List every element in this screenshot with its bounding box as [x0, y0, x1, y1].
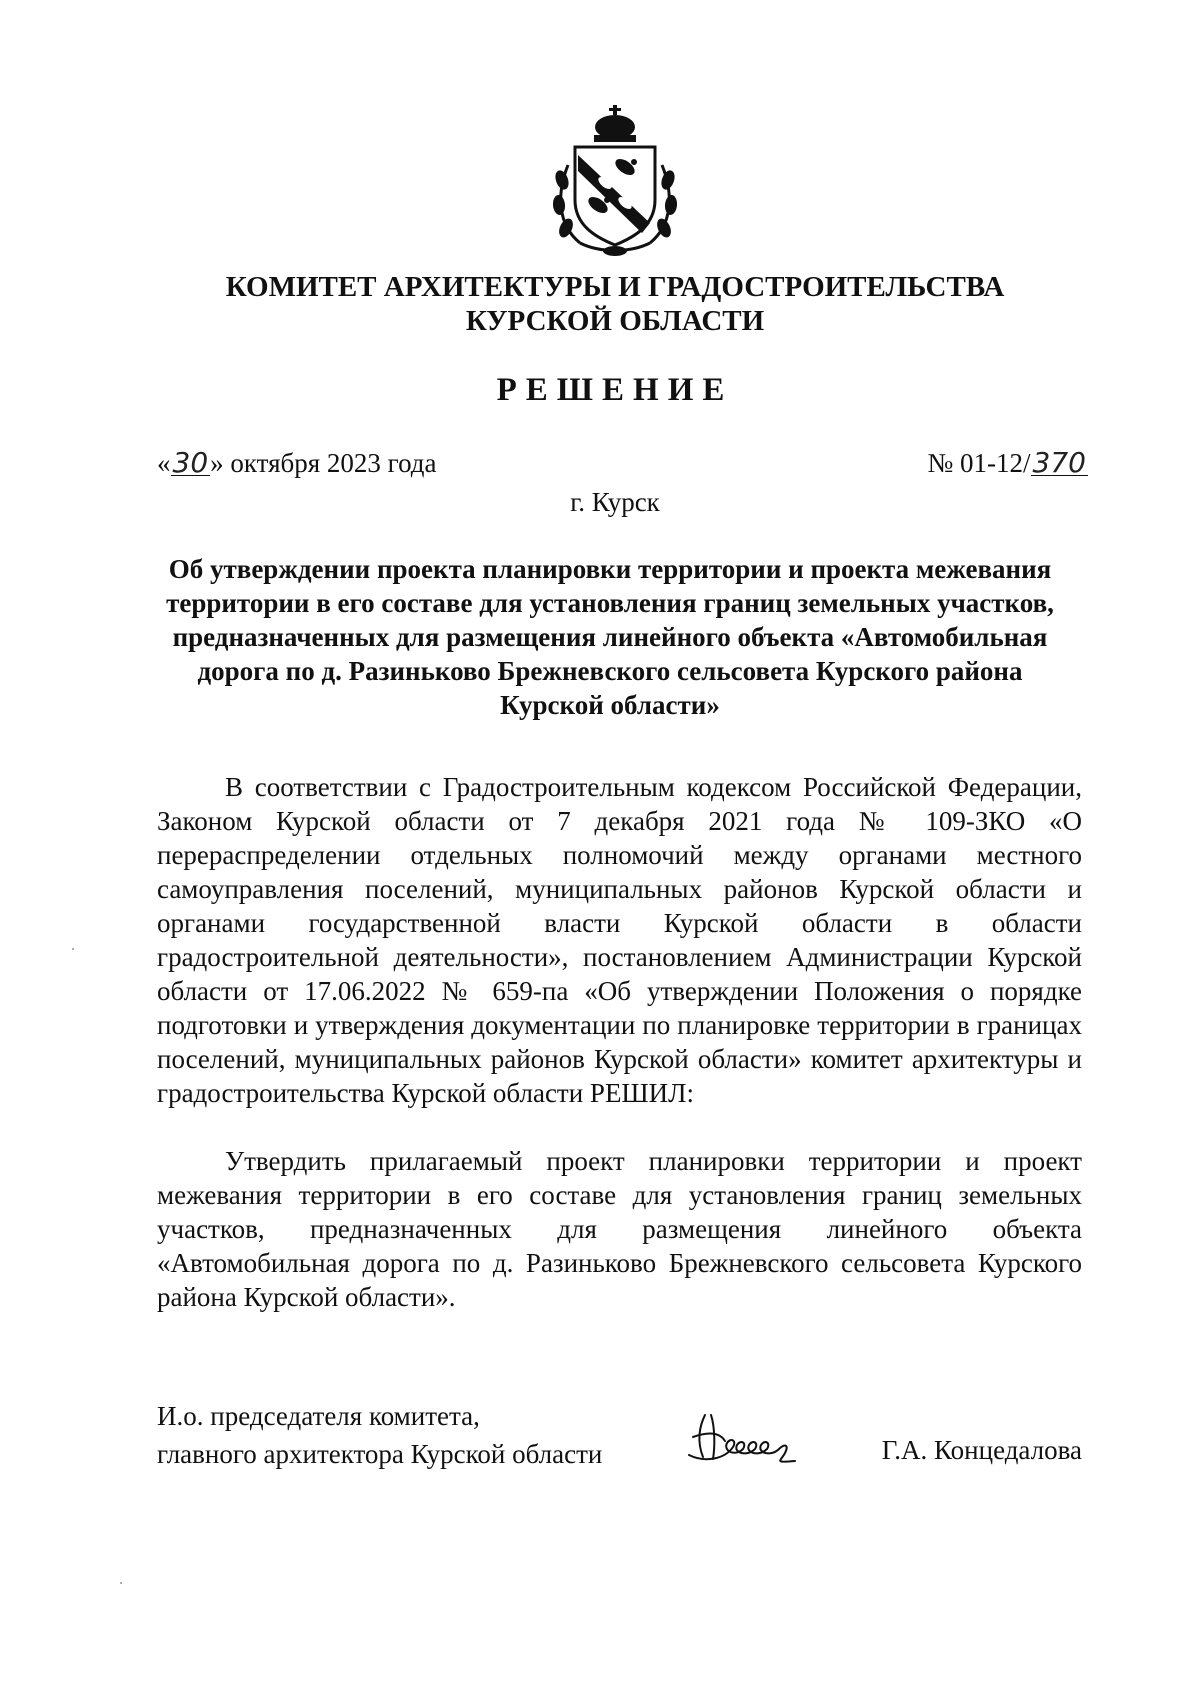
organization-name-line1: КОМИТЕТ АРХИТЕКТУРЫ И ГРАДОСТРОИТЕЛЬСТВА [225, 271, 1005, 303]
date-open-quote: « [157, 448, 171, 478]
date-day-handwritten: 30 [172, 446, 209, 479]
document-number [928, 448, 1088, 479]
document-date [157, 448, 437, 479]
document-title: Об утверждении проекта планировки территории и проекта межевания территории в его составе для установления границ земельных участков, предназначенных для размещения линейного объекта «Автомобильная дорога по д. Разиньково Брежневского сельсовета Курского района Курской области» [166, 554, 1054, 720]
signatory-position-line2: главного архитектора Курской области [157, 1439, 603, 1469]
organization-name-line2: КУРСКОЙ ОБЛАСТИ [465, 305, 765, 337]
document-number-prefix: № 01-12/ [927, 448, 1031, 478]
body-paragraph-2: Утвердить прилагаемый проект планировки территории и проект межевания территории в его составе для установления границ земельных участков, предназначенных для размещения линейного объекта «Автомобильная дорога по д. Разиньково Брежневского сельсовета Курского района Курской области». [157, 1146, 1082, 1312]
signatory-position [157, 1397, 602, 1473]
scan-speck [72, 948, 74, 950]
handwritten-signature-icon [685, 1407, 820, 1467]
date-month-year: » октября 2023 года [210, 448, 437, 478]
document-city: г. Курск [570, 487, 660, 517]
scan-speck [120, 1582, 122, 1584]
signatory-position-line1: И.о. председателя комитета, [157, 1401, 480, 1431]
document-type-heading: РЕШЕНИЕ [496, 372, 734, 408]
signatory-name: Г.А. Концедалова [881, 1435, 1082, 1465]
document-number-handwritten: 370 [1032, 446, 1086, 479]
coat-of-arms-icon [550, 105, 680, 257]
body-paragraph-1: В соответствии с Градостроительным кодексом Российской Федерации, Законом Курской области от 7 декабря 2021 года № 109-ЗКО «О перераспределении отдельных полномочий между органами местного самоуправления поселений, муниципальных районов Курской области и органами государственной власти Курской области в области градостроительной деятельности», постановлением Администрации Курской области от 17.06.2022 № 659-па «Об утверждении Положения о порядке подготовки и утверждения документации по планировке территории в границах поселений, муниципальных районов Курской области» комитет архитектуры и градостроительства Курской области РЕШИЛ: [157, 772, 1082, 1108]
